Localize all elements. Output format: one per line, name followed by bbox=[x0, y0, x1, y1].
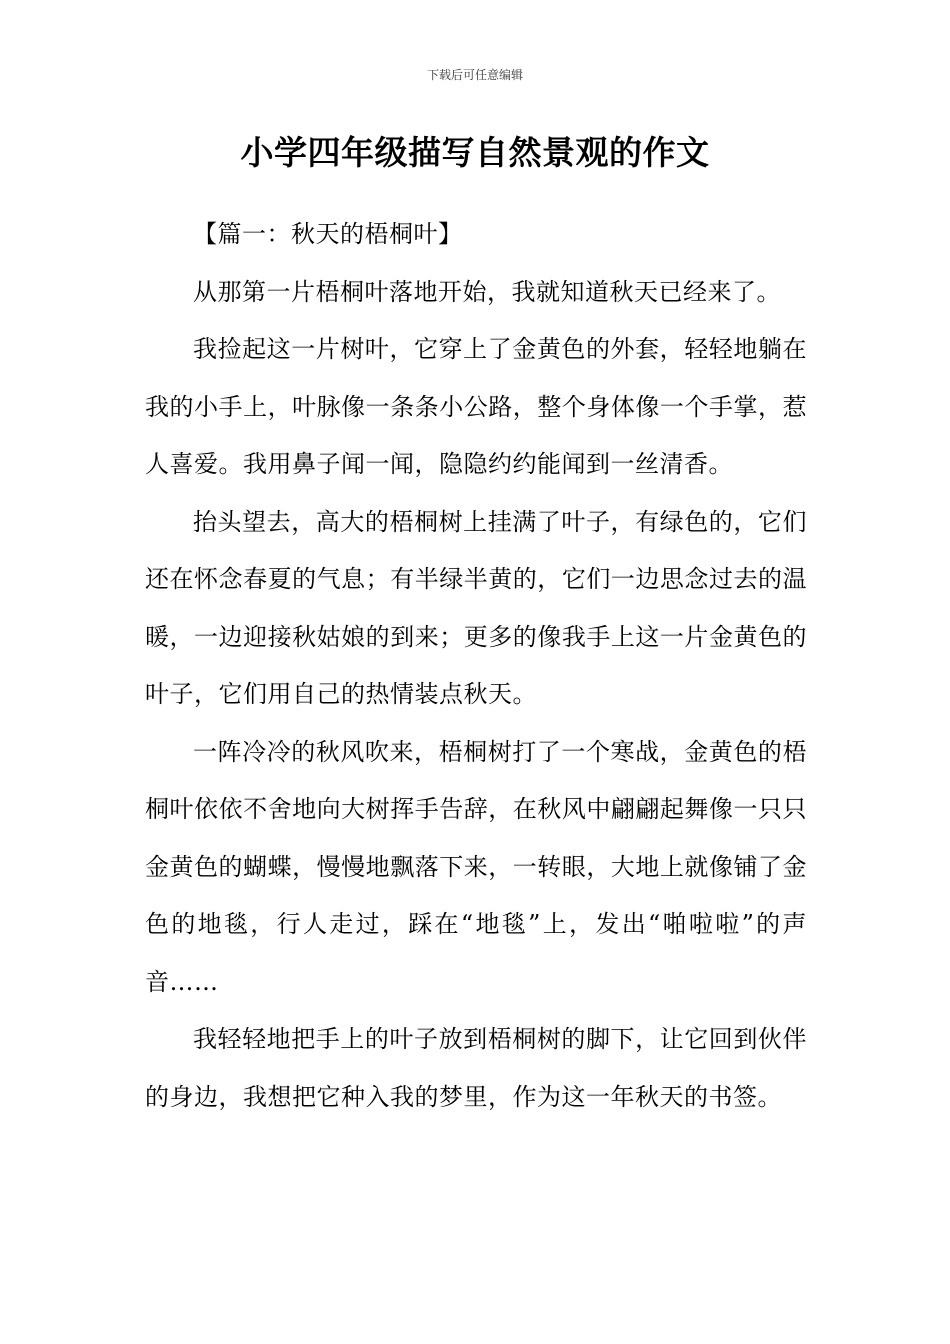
paragraph-1: 从那第一片梧桐叶落地开始，我就知道秋天已经来了。 bbox=[193, 277, 781, 306]
essay-body bbox=[145, 206, 807, 1126]
paragraph-2: 我捡起这一片树叶，它穿上了金黄色的外套，轻轻地躺在我的小手上，叶脉像一条条小公路，整个身体像一个手掌，惹人喜爱。我用鼻子闻一闻，隐隐约约能闻到一丝清香。 bbox=[145, 335, 807, 478]
document-title: 小学四年级描写自然景观的作文 bbox=[240, 133, 710, 172]
paragraph-3: 抬头望去，高大的梧桐树上挂满了叶子，有绿色的，它们还在怀念春夏的气息；有半绿半黄的，它们一边思念过去的温暖，一边迎接秋姑娘的到来；更多的像我手上这一片金黄色的叶子，它们用自己的热情装点秋天。 bbox=[145, 507, 807, 708]
header-note: 下载后可任意编辑 bbox=[426, 68, 523, 82]
paragraph-4: 一阵冷冷的秋风吹来，梧桐树打了一个寒战，金黄色的梧桐叶依依不舍地向大树挥手告辞，在秋风中翩翩起舞像一只只金黄色的蝴蝶，慢慢地飘落下来，一转眼，大地上就像铺了金色的地毯，行人走过，踩在“地毯”上，发出“啪啦啦”的声音…… bbox=[145, 737, 807, 996]
paragraph-5: 我轻轻地把手上的叶子放到梧桐树的脚下，让它回到伙伴的身边，我想把它种入我的梦里，作为这一年秋天的书签。 bbox=[145, 1025, 807, 1111]
section-heading: 【篇一：秋天的梧桐叶】 bbox=[193, 220, 463, 248]
